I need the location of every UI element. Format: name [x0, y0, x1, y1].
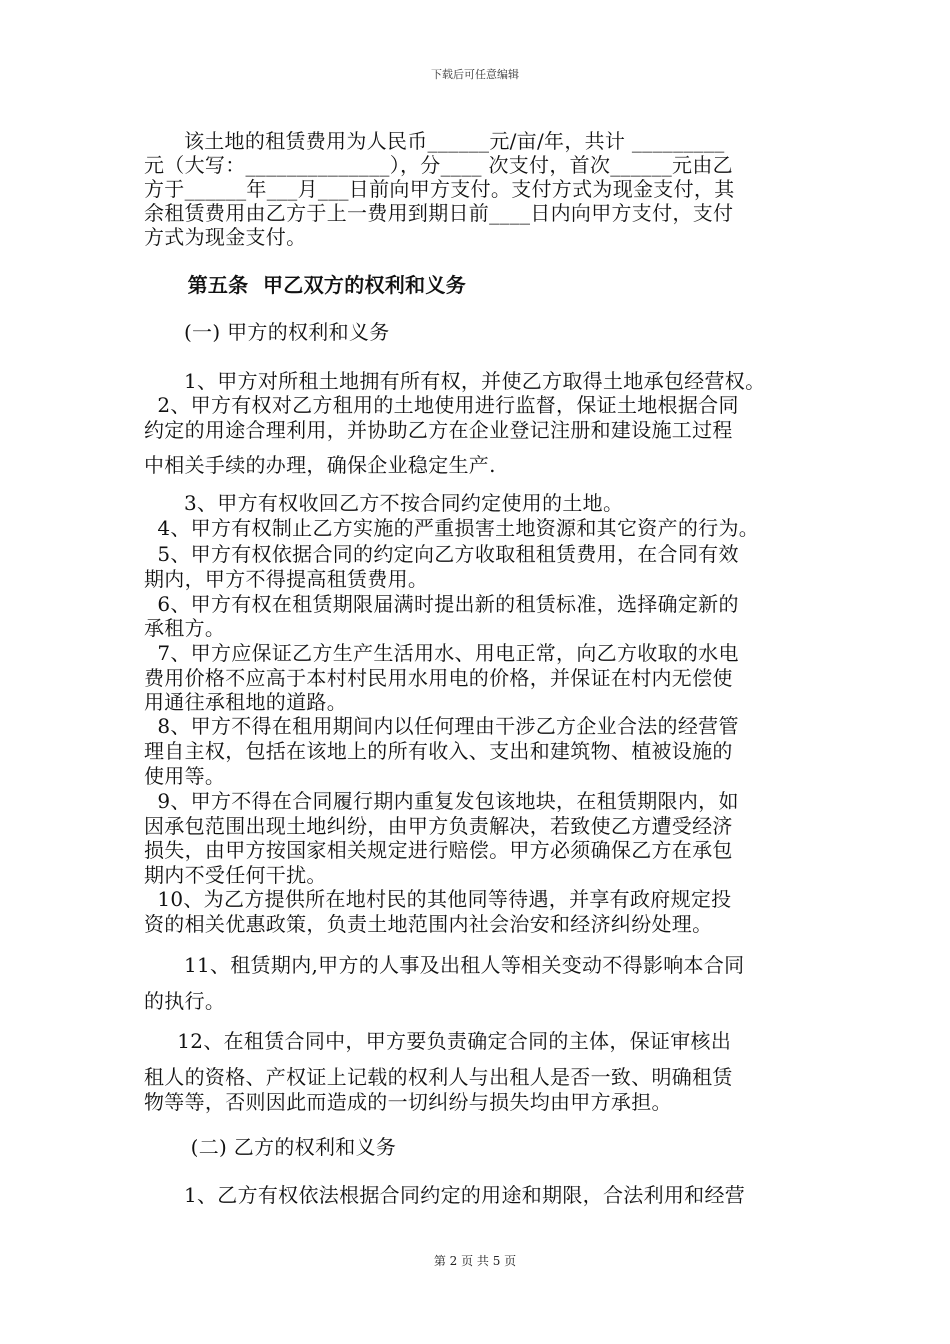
text-line: 8、甲方不得在租用期间内以任何理由干涉乙方企业合法的经营管: [144, 714, 739, 738]
text-line: 承租方。: [144, 616, 226, 640]
text-line: 使用等。: [144, 764, 226, 788]
text-line: 期内，甲方不得提高租赁费用。: [144, 567, 429, 591]
text-line: 中相关手续的办理，确保企业稳定生产.: [144, 453, 496, 477]
text-line: 费用价格不应高于本村村民用水用电的价格，并保证在村内无偿使: [144, 666, 733, 690]
text-line: 用通往承租地的道路。: [144, 690, 347, 714]
page-footer: 第 2 页 共 5 页: [433, 1254, 517, 1268]
text-line: 9、甲方不得在合同履行期内重复发包该地块，在租赁期限内，如: [144, 789, 739, 813]
text-line: 4、甲方有权制止乙方实施的严重损害土地资源和其它资产的行为。: [144, 516, 760, 540]
text-line: 租人的资格、产权证上记载的权利人与出租人是否一致、明确租赁: [144, 1065, 733, 1089]
text-line: 约定的用途合理利用，并协助乙方在企业登记注册和建设施工过程: [144, 418, 733, 442]
text-line: 6、甲方有权在租赁期限届满时提出新的租赁标准，选择确定新的: [144, 592, 739, 616]
text-line: 11、租赁期内,甲方的人事及出租人等相关变动不得影响本合同: [144, 953, 745, 977]
text-line: 的执行。: [144, 989, 226, 1013]
text-line: 损失，由甲方按国家相关规定进行赔偿。甲方必须确保乙方在承包: [144, 838, 733, 862]
subsection-heading: (一) 甲方的权利和义务: [144, 320, 390, 344]
page-header: 下载后可任意编辑: [431, 68, 519, 81]
text-line: 1、甲方对所租土地拥有所有权，并使乙方取得土地承包经营权。: [144, 369, 766, 393]
text-line: 元（大写：______________），分____ 次支付，首次______元由乙: [144, 153, 733, 177]
text-line: 理自主权，包括在该地上的所有收入、支出和建筑物、植被设施的: [144, 739, 733, 763]
text-line: 2、甲方有权对乙方租用的土地使用进行监督，保证土地根据合同: [144, 393, 739, 417]
text-line: 物等等，否则因此而造成的一切纠纷与损失均由甲方承担。: [144, 1090, 672, 1114]
text-line: 余租赁费用由乙方于上一费用到期日前____日内向甲方支付，支付: [144, 201, 734, 225]
text-line: 12、在租赁合同中，甲方要负责确定合同的主体，保证审核出: [144, 1029, 732, 1053]
text-line: 资的相关优惠政策，负责土地范围内社会治安和经济纠纷处理。: [144, 912, 713, 936]
text-line: 1、乙方有权依法根据合同约定的用途和期限，合法利用和经营: [144, 1183, 746, 1207]
text-line: 因承包范围出现土地纠纷，由甲方负责解决，若致使乙方遭受经济: [144, 814, 733, 838]
text-line: 该土地的租赁费用为人民币______元/亩/年，共计 _________: [144, 129, 725, 153]
text-line: 10、为乙方提供所在地村民的其他同等待遇，并享有政府规定投: [144, 887, 732, 911]
text-line: 期内不受任何干扰。: [144, 863, 327, 887]
section-heading: 第五条 甲乙双方的权利和义务: [144, 273, 467, 297]
text-line: 方于______年___月___日前向甲方支付。支付方式为现金支付，其: [144, 177, 735, 201]
text-line: 5、甲方有权依据合同的约定向乙方收取租租赁费用，在合同有效: [144, 542, 739, 566]
subsection-heading: (二) 乙方的权利和义务: [144, 1135, 397, 1159]
text-line: 7、甲方应保证乙方生产生活用水、用电正常，向乙方收取的水电: [144, 641, 739, 665]
text-line: 方式为现金支付。: [144, 225, 307, 249]
text-line: 3、甲方有权收回乙方不按合同约定使用的土地。: [144, 491, 624, 515]
